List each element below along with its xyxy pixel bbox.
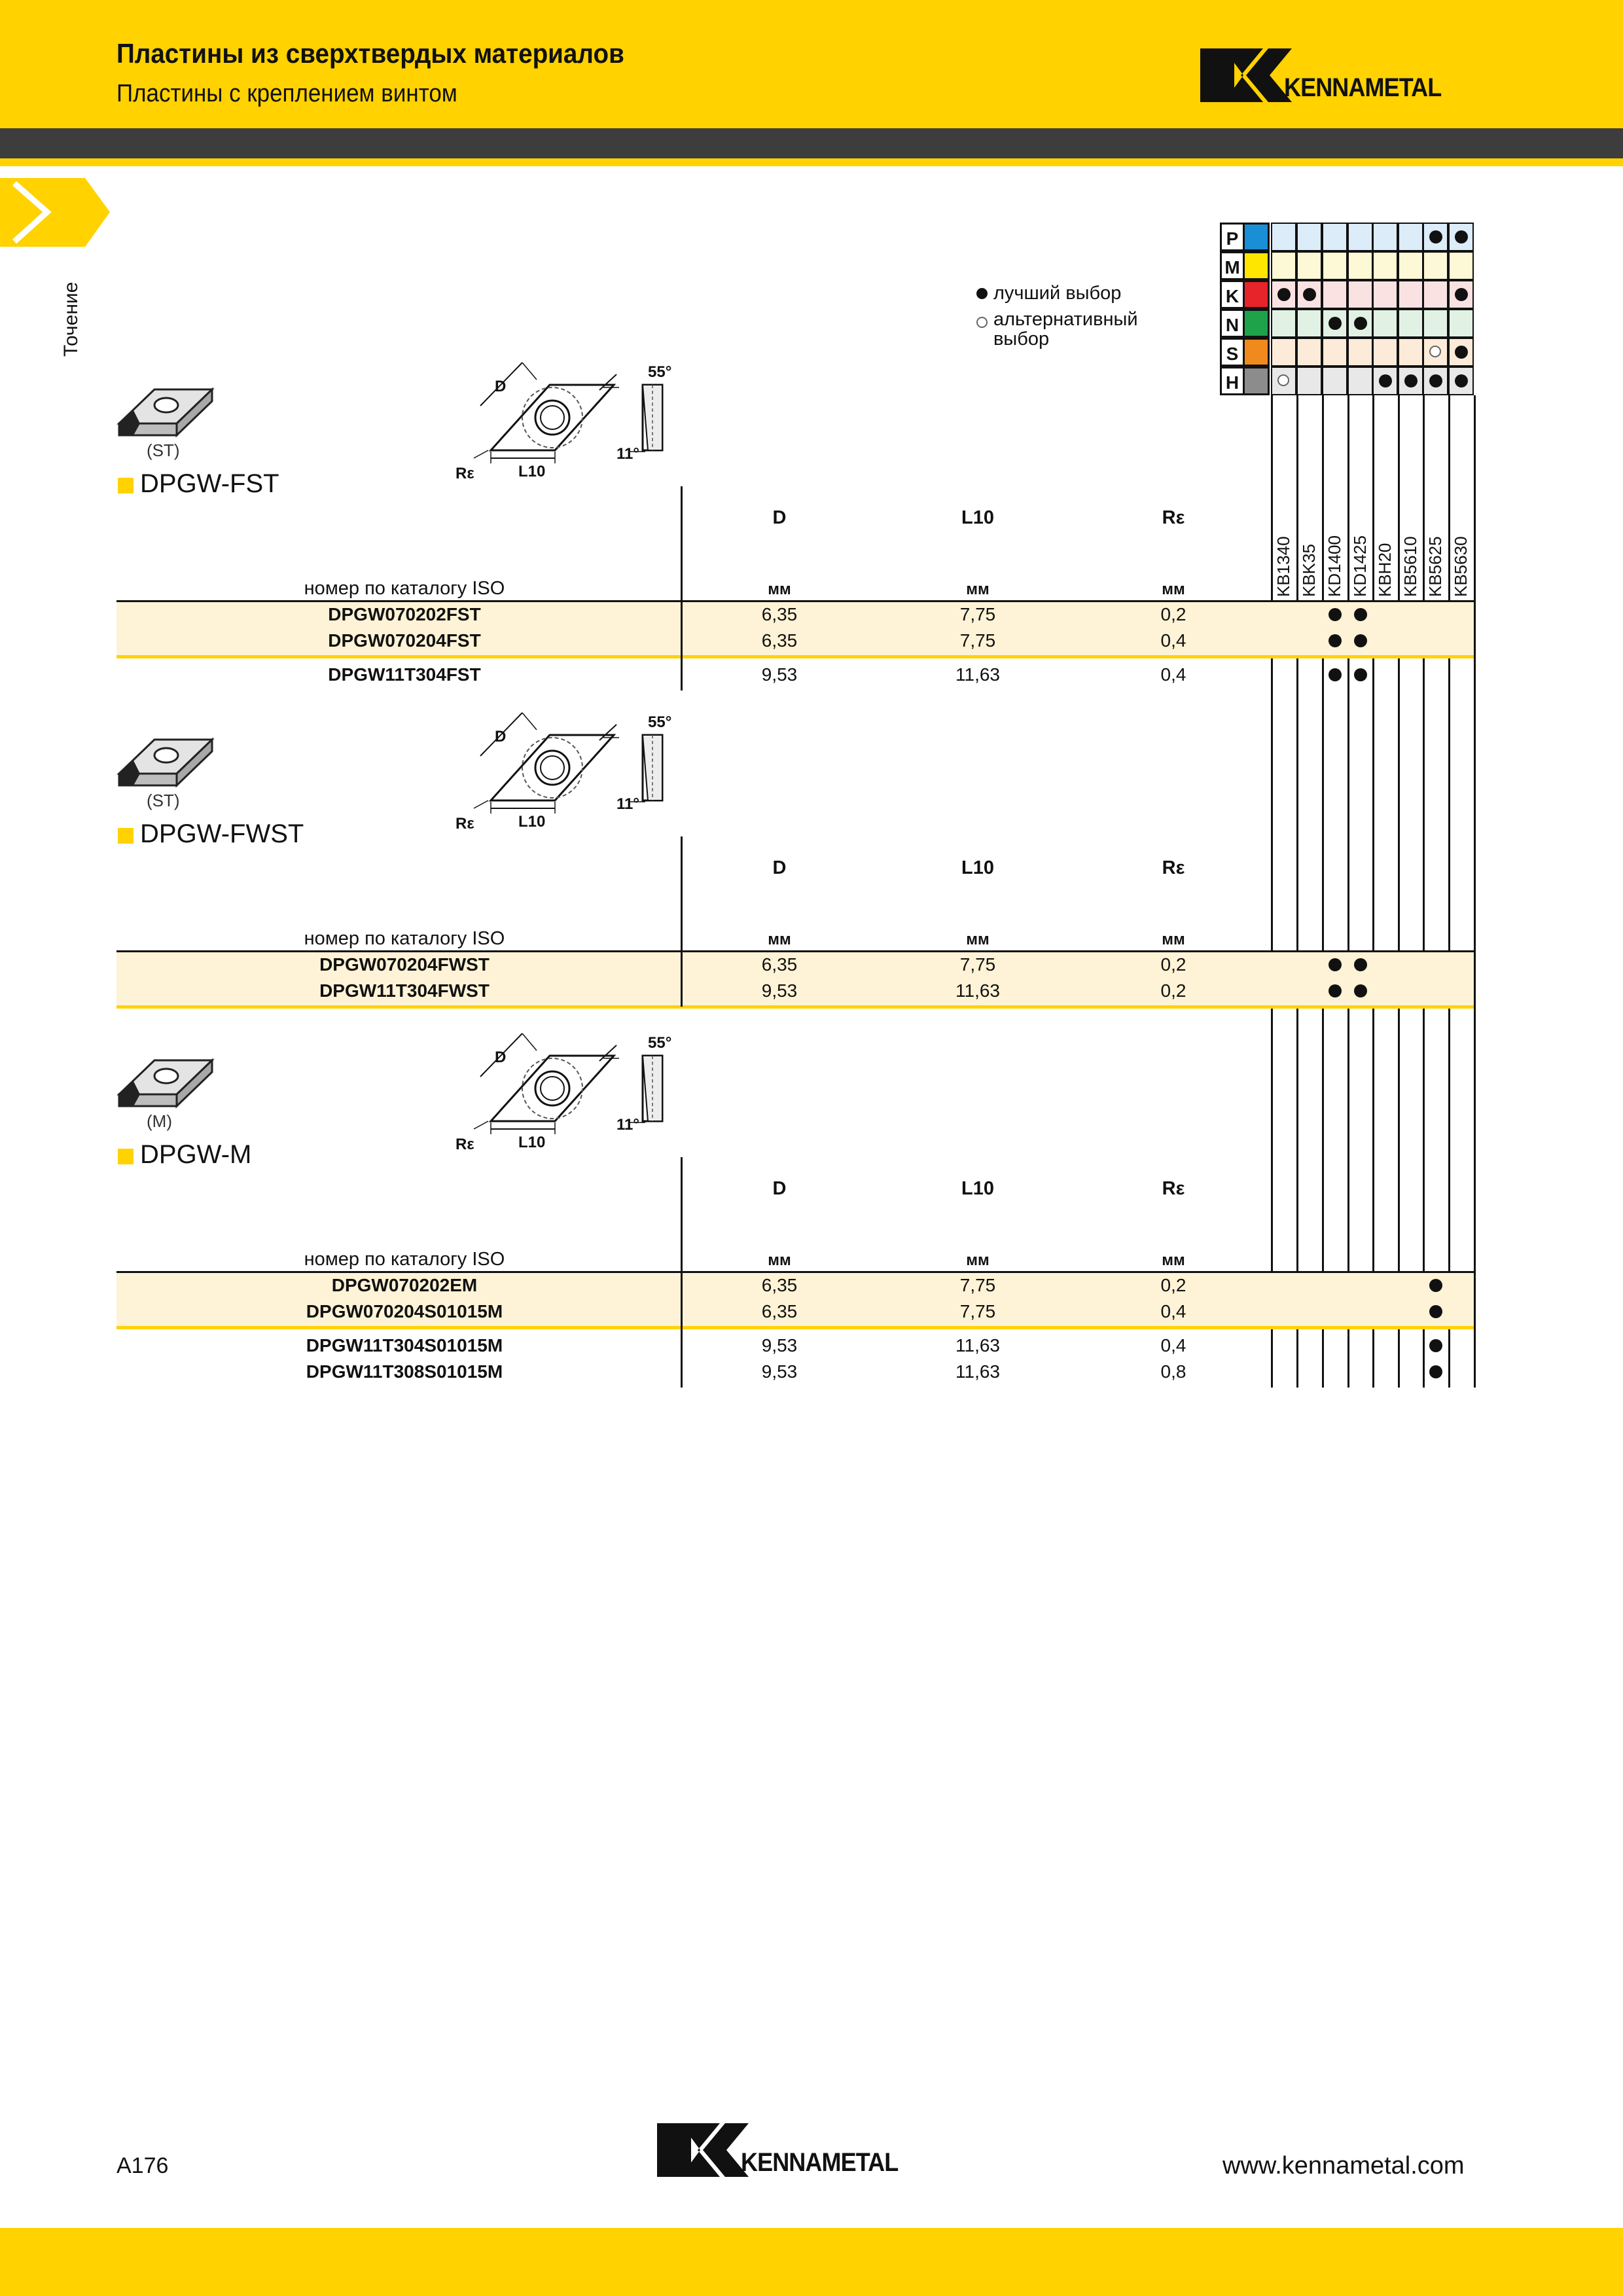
column-header-re: Rε <box>1162 1178 1185 1199</box>
column-unit: мм <box>1162 581 1185 598</box>
drawing-label-d: D <box>495 378 507 395</box>
website-link[interactable]: www.kennametal.com <box>1222 2152 1465 2179</box>
matrix-s-best-icon <box>1455 346 1468 359</box>
matrix-h-alt-icon <box>1277 374 1289 386</box>
drawing-label-angle-side: 11° <box>616 795 639 813</box>
product-title: DPGW-FST <box>140 469 279 498</box>
grade-label-kd1400: KD1400 <box>1325 535 1344 597</box>
material-n-swatch <box>1245 309 1270 338</box>
table-divider <box>681 836 683 1007</box>
iso-code: DPGW11T308S01015M <box>306 1361 503 1382</box>
value-d: 9,53 <box>761 1361 798 1382</box>
grade-kb5625-best-icon <box>1429 1365 1442 1378</box>
matrix-cell <box>1372 223 1398 251</box>
matrix-h-best-icon <box>1404 374 1418 387</box>
matrix-cell <box>1296 367 1322 395</box>
matrix-h-best-icon <box>1429 374 1442 387</box>
matrix-cell <box>1372 280 1398 309</box>
insert-photo-icon <box>114 1054 216 1114</box>
matrix-cell <box>1347 338 1373 367</box>
iso-code: DPGW070204S01015M <box>306 1301 503 1321</box>
grade-kd1400-best-icon <box>1329 668 1342 681</box>
kennametal-wordmark: KENNAMETAL <box>741 2148 899 2177</box>
value-re: 0,4 <box>1160 630 1186 651</box>
header-stripe <box>0 158 1623 166</box>
matrix-cell <box>1372 338 1398 367</box>
material-k-swatch <box>1245 280 1270 309</box>
kennametal-k-icon <box>1200 48 1292 102</box>
table-top-rule <box>116 1271 1474 1273</box>
product-bullet-icon <box>118 828 134 844</box>
column-header-re: Rε <box>1162 507 1185 528</box>
iso-code: DPGW070202EM <box>331 1275 478 1295</box>
value-re: 0,2 <box>1160 954 1186 975</box>
grade-kd1400-best-icon <box>1329 958 1342 971</box>
grade-label-kb5630: KB5630 <box>1451 536 1471 597</box>
matrix-k-best-icon <box>1303 288 1316 301</box>
section-arrow-icon <box>0 178 111 250</box>
value-l10: 7,75 <box>959 1275 996 1295</box>
alternative-choice-icon <box>976 317 988 328</box>
grade-column-line <box>1271 395 1273 1388</box>
product-title: DPGW-FWST <box>140 819 304 848</box>
matrix-cell <box>1296 223 1322 251</box>
matrix-cell <box>1271 309 1296 338</box>
value-l10: 7,75 <box>959 630 996 651</box>
kennametal-k-icon <box>657 2123 749 2177</box>
matrix-cell <box>1271 223 1296 251</box>
page-number: A176 <box>116 2153 169 2178</box>
grade-kd1425-best-icon <box>1354 668 1367 681</box>
matrix-cell <box>1347 251 1373 280</box>
column-header-d: D <box>772 857 787 878</box>
value-re: 0,2 <box>1160 604 1186 624</box>
legend-best: лучший выбор <box>993 283 1122 304</box>
material-s-letter: S <box>1220 338 1245 367</box>
grade-kd1400-best-icon <box>1329 608 1342 621</box>
legend-alt-1: альтернативный <box>993 309 1138 330</box>
matrix-cell <box>1398 251 1423 280</box>
matrix-cell <box>1347 280 1373 309</box>
grade-label-kbh20: KBH20 <box>1375 543 1395 597</box>
value-l10: 11,63 <box>955 1335 1000 1355</box>
matrix-cell <box>1398 223 1423 251</box>
grade-kd1400-best-icon <box>1329 984 1342 997</box>
grade-kd1425-best-icon <box>1354 958 1367 971</box>
matrix-cell <box>1296 338 1322 367</box>
matrix-cell <box>1398 338 1423 367</box>
matrix-p-best-icon <box>1429 230 1442 243</box>
page-title: Пластины из сверхтвердых материалов <box>116 38 624 69</box>
value-l10: 11,63 <box>955 664 1000 685</box>
page-subtitle: Пластины с креплением винтом <box>116 80 457 107</box>
matrix-cell <box>1398 280 1423 309</box>
column-unit: мм <box>768 1251 791 1269</box>
grade-label-kb1340: KB1340 <box>1274 536 1293 597</box>
matrix-s-alt-icon <box>1429 346 1441 357</box>
value-d: 6,35 <box>761 1301 798 1321</box>
value-re: 0,2 <box>1160 1275 1186 1295</box>
matrix-k-best-icon <box>1455 288 1468 301</box>
value-l10: 11,63 <box>955 1361 1000 1382</box>
column-header-iso: номер по каталогу ISO <box>304 578 505 599</box>
product-title: DPGW-M <box>140 1140 252 1169</box>
matrix-cell <box>1296 251 1322 280</box>
value-d: 9,53 <box>761 1335 798 1355</box>
iso-code: DPGW11T304FWST <box>319 980 490 1001</box>
matrix-cell <box>1322 338 1347 367</box>
column-unit: мм <box>966 931 990 948</box>
column-unit: мм <box>966 1251 990 1269</box>
table-divider <box>681 486 683 691</box>
value-re: 0,4 <box>1160 1301 1186 1321</box>
matrix-cell <box>1271 338 1296 367</box>
grade-label-kbk35: KBK35 <box>1299 544 1319 597</box>
value-l10: 11,63 <box>955 980 1000 1001</box>
section-label: Точение <box>60 281 82 357</box>
material-k-letter: K <box>1220 280 1245 309</box>
drawing-label-angle-side: 11° <box>616 1116 639 1134</box>
column-unit: мм <box>966 581 990 598</box>
value-l10: 7,75 <box>959 954 996 975</box>
value-re: 0,8 <box>1160 1361 1186 1382</box>
product-bullet-icon <box>118 478 134 493</box>
drawing-label-l10: L10 <box>518 1134 546 1151</box>
matrix-cell <box>1322 280 1347 309</box>
value-d: 9,53 <box>761 664 798 685</box>
matrix-cell <box>1296 309 1322 338</box>
insert-variant-label: (ST) <box>147 791 180 810</box>
value-re: 0,4 <box>1160 1335 1186 1355</box>
matrix-cell <box>1322 223 1347 251</box>
material-h-letter: H <box>1220 367 1245 395</box>
table-divider <box>681 1157 683 1388</box>
matrix-cell <box>1372 309 1398 338</box>
drawing-label-l10: L10 <box>518 813 546 831</box>
table-yellow-rule <box>116 1005 1474 1009</box>
material-s-swatch <box>1245 338 1270 367</box>
grade-column-line <box>1448 395 1450 1388</box>
insert-variant-label: (M) <box>147 1111 172 1131</box>
drawing-label-re: Rε <box>455 815 474 833</box>
grade-column-line <box>1322 395 1324 1388</box>
matrix-cell <box>1423 309 1448 338</box>
matrix-h-best-icon <box>1455 374 1468 387</box>
material-m-letter: M <box>1220 251 1245 280</box>
drawing-label-re: Rε <box>455 1136 474 1153</box>
kennametal-footer-logo[interactable] <box>657 2123 899 2180</box>
value-re: 0,4 <box>1160 664 1186 685</box>
matrix-p-best-icon <box>1455 230 1468 243</box>
best-choice-icon <box>976 288 988 299</box>
matrix-cell <box>1448 251 1474 280</box>
matrix-cell <box>1398 309 1423 338</box>
grade-kb5625-best-icon <box>1429 1339 1442 1352</box>
grade-kd1425-best-icon <box>1354 634 1367 647</box>
table-yellow-rule <box>116 1326 1474 1329</box>
column-header-d: D <box>772 507 787 528</box>
kennametal-logo[interactable] <box>1200 48 1442 105</box>
drawing-label-d: D <box>495 728 507 745</box>
matrix-cell <box>1423 251 1448 280</box>
value-d: 6,35 <box>761 630 798 651</box>
grade-column-line <box>1347 395 1349 1388</box>
column-header-iso: номер по каталогу ISO <box>304 1249 505 1270</box>
grade-column-line <box>1423 395 1425 1388</box>
value-d: 6,35 <box>761 1275 798 1295</box>
value-d: 6,35 <box>761 954 798 975</box>
column-header-l10: L10 <box>961 857 994 878</box>
matrix-h-best-icon <box>1379 374 1392 387</box>
grade-column-line <box>1474 395 1476 1388</box>
drawing-label-re: Rε <box>455 465 474 482</box>
material-m-swatch <box>1245 251 1270 280</box>
drawing-label-angle-top: 55° <box>648 713 672 731</box>
iso-code: DPGW11T304S01015M <box>306 1335 503 1355</box>
drawing-label-d: D <box>495 1049 507 1066</box>
column-unit: мм <box>1162 1251 1185 1269</box>
matrix-cell <box>1271 251 1296 280</box>
grade-kd1425-best-icon <box>1354 608 1367 621</box>
column-header-re: Rε <box>1162 857 1185 878</box>
column-header-d: D <box>772 1178 787 1199</box>
insert-photo-icon <box>114 733 216 793</box>
insert-variant-label: (ST) <box>147 440 180 460</box>
grade-label-kb5610: KB5610 <box>1400 536 1420 597</box>
column-unit: мм <box>1162 931 1185 948</box>
column-header-iso: номер по каталогу ISO <box>304 928 505 949</box>
table-top-rule <box>116 600 1474 602</box>
table-yellow-rule <box>116 655 1474 658</box>
grade-kd1400-best-icon <box>1329 634 1342 647</box>
grade-column-line <box>1296 395 1298 1388</box>
matrix-cell <box>1322 251 1347 280</box>
grade-label-kb5625: KB5625 <box>1425 536 1445 597</box>
iso-code: DPGW11T304FST <box>328 664 481 685</box>
kennametal-wordmark: KENNAMETAL <box>1284 73 1442 102</box>
value-l10: 7,75 <box>959 604 996 624</box>
matrix-n-best-icon <box>1329 317 1342 330</box>
insert-photo-icon <box>114 383 216 443</box>
drawing-label-l10: L10 <box>518 463 546 480</box>
matrix-cell <box>1347 223 1373 251</box>
table-top-rule <box>116 950 1474 952</box>
material-p-swatch <box>1245 223 1270 251</box>
matrix-cell <box>1372 251 1398 280</box>
value-d: 6,35 <box>761 604 798 624</box>
matrix-cell <box>1322 367 1347 395</box>
iso-code: DPGW070204FWST <box>319 954 490 975</box>
grade-kb5625-best-icon <box>1429 1279 1442 1292</box>
column-unit: мм <box>768 581 791 598</box>
grade-kd1425-best-icon <box>1354 984 1367 997</box>
column-header-l10: L10 <box>961 1178 994 1199</box>
value-d: 9,53 <box>761 980 798 1001</box>
value-re: 0,2 <box>1160 980 1186 1001</box>
iso-code: DPGW070202FST <box>328 604 481 624</box>
grade-label-kd1425: KD1425 <box>1350 535 1370 597</box>
drawing-label-angle-top: 55° <box>648 1034 672 1052</box>
grade-column-line <box>1372 395 1374 1388</box>
matrix-cell <box>1423 280 1448 309</box>
material-p-letter: P <box>1220 223 1245 251</box>
drawing-label-angle-top: 55° <box>648 363 672 381</box>
product-bullet-icon <box>118 1149 134 1164</box>
column-header-l10: L10 <box>961 507 994 528</box>
matrix-n-best-icon <box>1354 317 1367 330</box>
matrix-cell <box>1347 367 1373 395</box>
material-n-letter: N <box>1220 309 1245 338</box>
material-h-swatch <box>1245 367 1270 395</box>
value-l10: 7,75 <box>959 1301 996 1321</box>
matrix-k-best-icon <box>1277 288 1291 301</box>
header-dark-band <box>0 128 1623 158</box>
grade-column-line <box>1398 395 1400 1388</box>
footer-bar <box>0 2228 1623 2296</box>
grade-kb5625-best-icon <box>1429 1305 1442 1318</box>
legend-alt-2: выбор <box>993 329 1050 350</box>
iso-code: DPGW070204FST <box>328 630 481 651</box>
drawing-label-angle-side: 11° <box>616 445 639 463</box>
matrix-cell <box>1448 309 1474 338</box>
column-unit: мм <box>768 931 791 948</box>
